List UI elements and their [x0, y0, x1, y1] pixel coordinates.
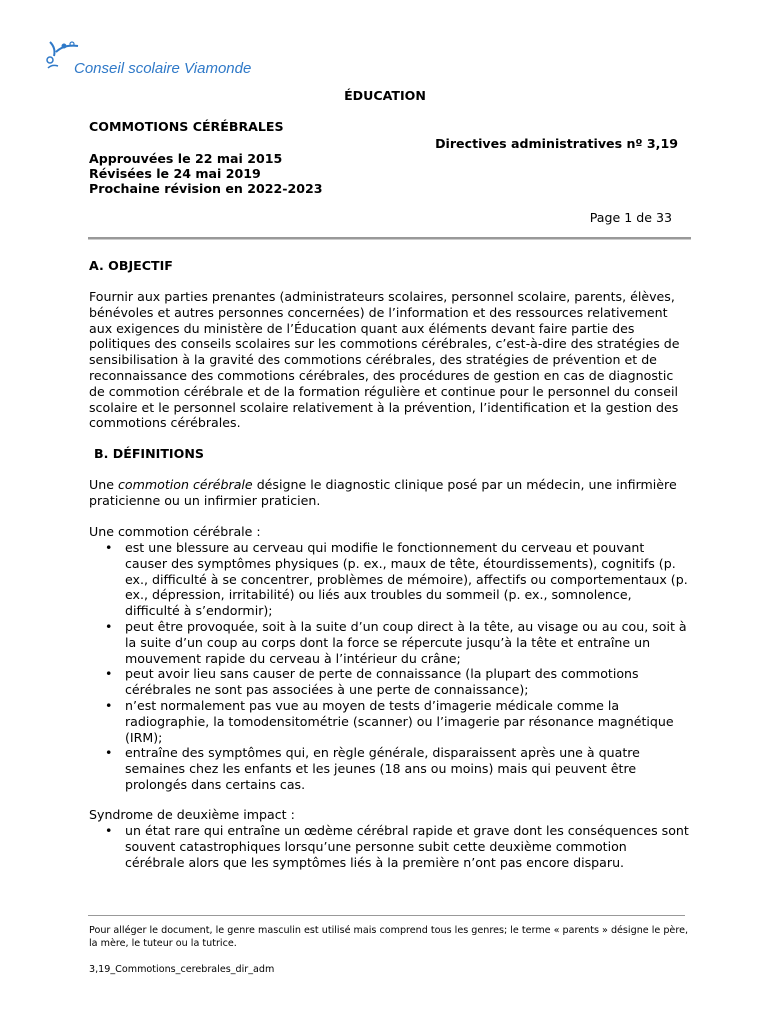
next-review-date: Prochaine révision en 2022-2023 [89, 181, 323, 196]
list-item [89, 745, 689, 792]
footnote: Pour alléger le document, le genre masculin est utilisé mais comprend tous les genres; le terme « parents » désigne le père, la mère, le tuteur ou la tutrice. [89, 925, 689, 949]
definition-prefix: Une [89, 477, 118, 492]
list-item-text: un état rare qui entraîne un œdème cérébral rapide et grave dont les conséquences sont souvent catastrophiques lorsqu’une personne subit cette deuxième commotion cérébrale alors que les symptômes liés à la première n’ont pas encore disparu. [125, 823, 689, 870]
header-divider [88, 237, 691, 240]
list-item [89, 666, 689, 698]
page-number: Page 1 de 33 [589, 210, 672, 225]
list-item-text: est une blessure au cerveau qui modifie le fonctionnement du cerveau et pouvant causer des symptômes physiques (p. ex., maux de tête, étourdissements), cognitifs (p. ex., difficulté à se concentrer, problèmes de mémoire), affectifs ou comportementaux (p. ex., dépression, irritabilité) ou liés aux troubles du sommeil (p. ex., somnolence, difficulté à s’endormir); [125, 540, 688, 619]
section-title: ÉDUCATION [344, 88, 426, 103]
list-item [89, 698, 689, 745]
org-name: Conseil scolaire Viamonde [74, 60, 252, 77]
defined-term: commotion cérébrale [117, 477, 253, 492]
bullet-icon: • [105, 745, 113, 761]
bullet-icon: • [105, 540, 113, 555]
revised-date: Révisées le 24 mai 2019 [89, 166, 261, 181]
list-item [89, 619, 689, 666]
org-logo [44, 38, 264, 78]
bullet-icon: • [105, 666, 113, 682]
syndrome-intro: Syndrome de deuxième impact : [89, 807, 295, 822]
concussion-characteristics-list [89, 540, 689, 793]
section-a-heading: A. OBJECTIF [89, 258, 173, 273]
section-b-heading: B. DÉFINITIONS [94, 446, 204, 461]
list-item-text: n’est normalement pas vue au moyen de tests d’imagerie médicale comme la radiographie, la tomodensitométrie (scanner) ou l’imagerie par résonance magnétique (IRM); [125, 697, 674, 745]
definition-paragraph [89, 477, 689, 509]
bullet-icon: • [105, 823, 113, 838]
list-intro: Une commotion cérébrale : [89, 524, 261, 539]
document-filename: 3,19_Commotions_cerebrales_dir_adm [89, 964, 275, 975]
definition-text: désigne le diagnostic clinique posé par un médecin, une infirmière praticienne ou un infirmier praticien. [89, 477, 677, 508]
approved-date: Approuvées le 22 mai 2015 [89, 151, 283, 166]
list-item-text: peut être provoquée, soit à la suite d’un coup direct à la tête, au visage ou au cou, soit à la suite d’un coup au corps dont la force se répercute jusqu’à la tête et entraîne un mouvement rapide du cerveau à l’intérieur du crâne; [125, 618, 687, 666]
bullet-icon: • [105, 618, 113, 634]
list-item [89, 540, 689, 619]
footnote-divider [88, 915, 685, 916]
list-item [89, 823, 689, 870]
list-item-text: entraîne des symptômes qui, en règle générale, disparaissent après une à quatre semaines chez les enfants et les jeunes (18 ans ou moins) mais qui peuvent être prolongés dans certains cas. [125, 745, 640, 792]
document-title: COMMOTIONS CÉRÉBRALES [89, 119, 284, 134]
list-item-text: peut avoir lieu sans causer de perte de connaissance (la plupart des commotions cérébrales ne sont pas associées à une perte de connaissance); [125, 666, 639, 698]
bullet-icon: • [105, 697, 113, 713]
objective-paragraph: Fournir aux parties prenantes (administrateurs scolaires, personnel scolaire, parents, élèves, bénévoles et autres personnes concernées) de l’information et des ressources relativement aux exigences du ministère de l’Éducation quant aux éléments devant faire partie des politiques des conseils scolaires sur les commotions cérébrales, c’est-à-dire des stratégies de sensibilisation à la gravité des commotions cérébrales, des stratégies de prévention et de reconnaissance des commotions cérébrales, des procédures de gestion en cas de diagnostic de commotion cérébrale et de la formation régulière et continue pour le personnel du conseil scolaire et le personnel scolaire relativement à la prévention, l’identification et la gestion des commotions cérébrales. [89, 289, 680, 431]
syndrome-list [89, 823, 689, 870]
directive-number: Directives administratives nº 3,19 [435, 136, 678, 151]
